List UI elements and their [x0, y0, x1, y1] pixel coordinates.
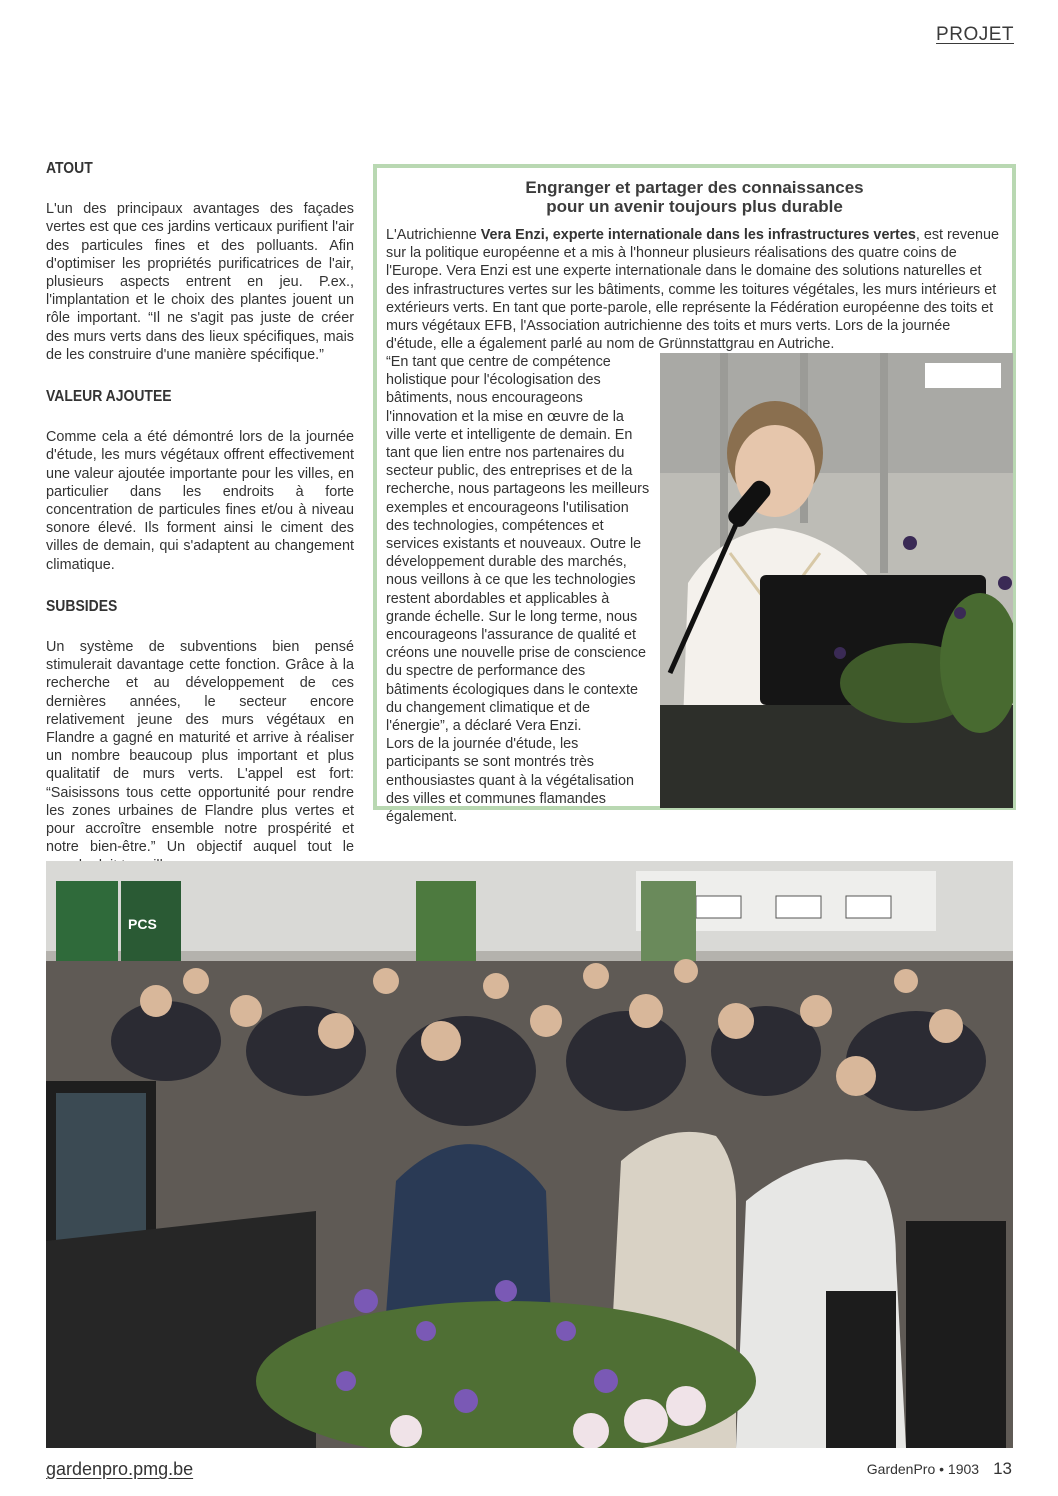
page-number: 13: [993, 1459, 1012, 1478]
left-column: [46, 160, 354, 875]
paragraph-subsides-wrap: [46, 638, 354, 875]
footer-info: [867, 1459, 1012, 1479]
box-intro-prefix: L'Autrichienne: [386, 227, 481, 243]
box-quote-column: [386, 353, 651, 826]
heading-subsides: SUBSIDES: [46, 597, 118, 615]
heading-atout: ATOUT: [46, 160, 93, 177]
footer-website-link[interactable]: gardenpro.pmg.be: [46, 1459, 194, 1479]
heading-valeur-ajoutee: VALEUR AJOUTEE: [46, 388, 172, 406]
box-title: [377, 178, 1012, 216]
box-intro: [386, 226, 1002, 353]
paragraph-atout: L'un des principaux avantages des façades vertes est que ces jardins verticaux purifient l'air des particules fines et des polluants. Afin d'optimiser les propriétés purificatrices de l'air, plusieurs aspects entrent en jeu. P.ex., l'implantation et le choix des plantes jouent un rôle important. “Il ne s'agit pas juste de créer des murs verts dans des lieux spécifiques, mais de les construire d'une manière spécifique.”: [46, 201, 354, 363]
audience-photo-illustration: [46, 861, 1013, 1448]
paragraph-valeur-ajoutee: Comme cela a été démontré lors de la journée d'étude, les murs végétaux offrent effectivement une valeur ajoutée importante pour les villes, en particulier dans les endroits à forte concentration de particules fines et/ou à niveau sonore élevé. Ils forment ainsi le ciment des villes de demain, qui s'adaptent au changement climatique.: [46, 429, 354, 573]
box-title-line1: Engranger et partager des connaissances: [525, 178, 864, 197]
speaker-photo-illustration: [660, 353, 1013, 808]
banner-pcs-label: PCS: [128, 916, 157, 932]
box-title-line2: pour un avenir toujours plus durable: [546, 197, 843, 216]
box-intro-bold: Vera Enzi, experte internationale dans les infrastructures vertes: [480, 227, 916, 243]
box-intro-rest: , est revenue sur la politique européenne et a mis à l'honneur plusieurs réalisations des quatre coins de l'Europe. Vera Enzi est une experte internationale dans le domaine des solutions naturelles et des infrastructures vertes sur les bâtiments, comme les toitures végétales, les murs intérieurs et extérieurs verts. En tant que porte-parole, elle représente la Fédération européenne des toits et murs végétaux EFB, l'Association autrichienne des toits et murs verts. Lors de la journée d'étude, elle a également parlé au nom de Grünnstattgrau en Autriche.: [386, 227, 1000, 353]
section-tag: PROJET: [936, 24, 1014, 45]
box-closing: Lors de la journée d'étude, les participants se sont montrés très enthousiastes quant à la végétalisation des villes et communes flamandes également.: [386, 736, 635, 826]
speaker-photo: [660, 353, 1013, 808]
footer-magazine-issue: GardenPro • 1903: [866, 1461, 980, 1477]
audience-photo: [46, 861, 1013, 1448]
paragraph-subsides: Un système de subventions bien pensé stimulerait davantage cette fonction. Grâce à la recherche et au développement de ces dernières années, le secteur encore relativement jeune des murs végétaux en Flandre a gagné en maturité et arrive à réaliser un nombre beaucoup plus important et plus qualitatif de murs verts. L'appel est fort: “Saisissons tous cette opportunité pour rendre les zones urbaines de Flandre plus vertes et pour accroître ensemble notre prospérité et notre bien-être.” Un objectif auquel tout le: [46, 639, 354, 856]
box-quote: “En tant que centre de compétence holistique pour l'écologisation des bâtiments, nous encourageons l'innovation et la mise en œuvre de la ville verte et intelligente de demain. En tant que lien entre nos partenaires du secteur public, des entreprises et de la recherche, nous partageons les meilleurs exemples et encourageons l'utilisation des technologies, compétences et services existants et nouveaux. Outre le développement durable des marchés, nous veillons à ce que les technologies restent abordables et applicables à grande échelle. Sur le long terme, nous encourageons l'assurance de qualité et créons une nouvelle prise de conscience du spectre de performance des bâtiments écologiques dans le contexte du changement climatique et de l'énergie”, a déclaré Vera Enzi.: [386, 354, 650, 735]
sidebar-box: [373, 164, 1016, 826]
